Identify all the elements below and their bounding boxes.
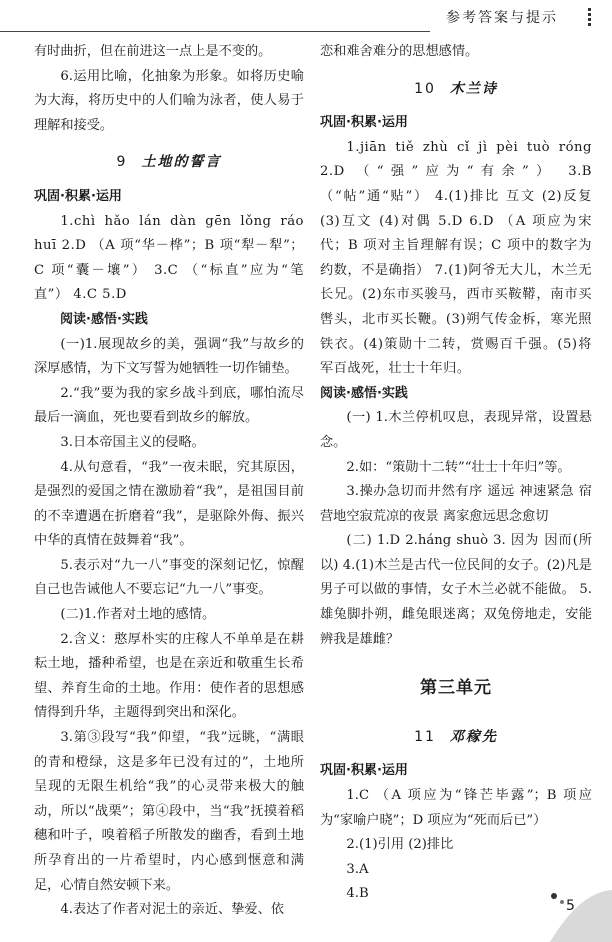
paragraph: 1.jiān tiě zhù cǐ jì pèi tuò róng 2.D （“强”应为“有余”） 3.B （“帖”通“贴”） 4.(1)排比 互文 (2)反复 (3)互文 (4)对偶 5.D 6.D （A 项应为宋代；B 项对主旨理解有误；C 项中的数字为约数，不是确指） 7.(1)阿爷无大儿，木兰无长兄。(2)东市买骏马，西市买鞍鞯，南市买辔头，北市买长鞭。(3)朔气传金柝，寒光照铁衣。(4)策勋十二转，赏赐百千强。(5)将军百战死，壮士十年归。 [320,139,592,377]
header-title: 参考答案与提示 [446,10,558,26]
paragraph: 2.含义：憨厚朴实的庄稼人不单单是在耕耘土地，播种希望，也是在亲近和敬重生长希望、养育生命的土地。作用：使作者的思想感情得到升华，主题得到突出和深化。 [34,631,304,721]
paragraph: 3.A [346,861,369,877]
section-heading: 巩固·积累·运用 [34,188,122,204]
paragraph: 1.chì hǎo lán dàn gēn lǒng ráo huī 2.D （A 项“华－桦”；B 项“犁－犁”；C 项“囊－壤”） 3.C （“标直”应为“笔直”） 4.C 5.D [34,213,304,303]
section-heading: 阅读·感悟·实践 [60,311,148,327]
paragraph: (二)1.作者对土地的感情。 [60,607,216,623]
lesson-heading [320,725,592,750]
paragraph: 有时曲折，但在前进这一点上是不变的。 [34,44,272,59]
section-heading: 巩固·积累·运用 [320,115,408,131]
lesson-number: 11 [414,728,436,745]
section-heading: 阅读·感悟·实践 [320,385,408,401]
paragraph: 3.日本帝国主义的侵略。 [60,434,205,450]
page-header [0,0,612,32]
paragraph: (一)1.展现故乡的美，强调“我”与故乡的深厚感情，为下文写誓为她牺牲一切作铺垫。 [34,336,304,377]
paragraph: 3.操办急切而井然有序 遥远 神速紧急 宿营地空寂荒凉的夜景 离家愈远思念愈切 [320,484,592,524]
paragraph: 4.表达了作者对泥土的亲近、挚爱、依 [60,902,284,918]
section-heading: 巩固·积累·运用 [320,763,408,779]
header-rule [0,31,430,32]
paragraph: 4.B [346,886,369,902]
left-column [34,40,304,923]
lesson-title: 土地的誓言 [141,154,222,171]
lesson-number: 10 [414,80,436,97]
paragraph: (二) 1.D 2.háng shuò 3. 因为 因而(所以) 4.(1)木兰是古代一位民间的女子。(2)凡是男子可以做的事情，女子木兰必就不能做。 5.雄兔脚扑朔，雌兔眼迷离；双兔傍地走，安能辨我是雄雌？ [320,533,592,647]
page-corner-decoration [540,882,612,942]
lesson-heading [34,150,304,175]
paragraph: 2.(1)引用 (2)排比 [346,837,454,853]
page-number: 5 [566,898,575,914]
paragraph: 2.如：“策勋十二转”“壮士十年归”等。 [346,459,571,475]
right-column [320,40,592,907]
paragraph: (一) 1.木兰停机叹息，表现异常，设置悬念。 [320,410,592,450]
lesson-heading [320,77,592,102]
paragraph: 5.表示对“九一八”事变的深刻记忆，惊醒自己也告诫他人不要忘记“九一八”事变。 [34,557,304,598]
paragraph: 3.第③段写“我”仰望，“我”远眺，“满眼的青和橙绿，这是多年已没有过的”，土地所呈现的无限生机给“我”的心灵带来极大的触动，所以“战栗”；第④段中，当“我”抚摸着稻穗和叶子，嗅着稻子所散发的幽香，看到土地所孕育出的一片希望时，内心感到惬意和满足，心情自然安顿下来。 [34,730,304,893]
unit-heading: 第三单元 [420,678,492,699]
lesson-number: 9 [116,154,128,171]
lesson-title: 木兰诗 [449,80,498,97]
paragraph: 6.运用比喻，化抽象为形象。如将历史喻为大海，将历史中的人们喻为泳者，使人易于理解和接受。 [34,68,304,133]
lesson-title: 邓稼先 [449,728,498,745]
paragraph: 4.从句意看，“我”一夜未眠，究其原因，是强烈的爱国之情在激励着“我”，是祖国目前的不幸遭遇在折磨着“我”，是驱除外侮、振兴中华的真情在鼓舞着“我”。 [34,459,304,549]
paragraph: 恋和难舍难分的思想感情。 [320,44,479,59]
paragraph: 2.“我”要为我的家乡战斗到底，哪怕流尽最后一滴血，死也要看到故乡的解放。 [34,385,304,426]
header-dots-icon [588,6,602,28]
paragraph: 1.C （A 项应为“锋芒毕露”；B 项应为“家喻户晓”；D 项应为“死而后已”） [320,788,592,828]
